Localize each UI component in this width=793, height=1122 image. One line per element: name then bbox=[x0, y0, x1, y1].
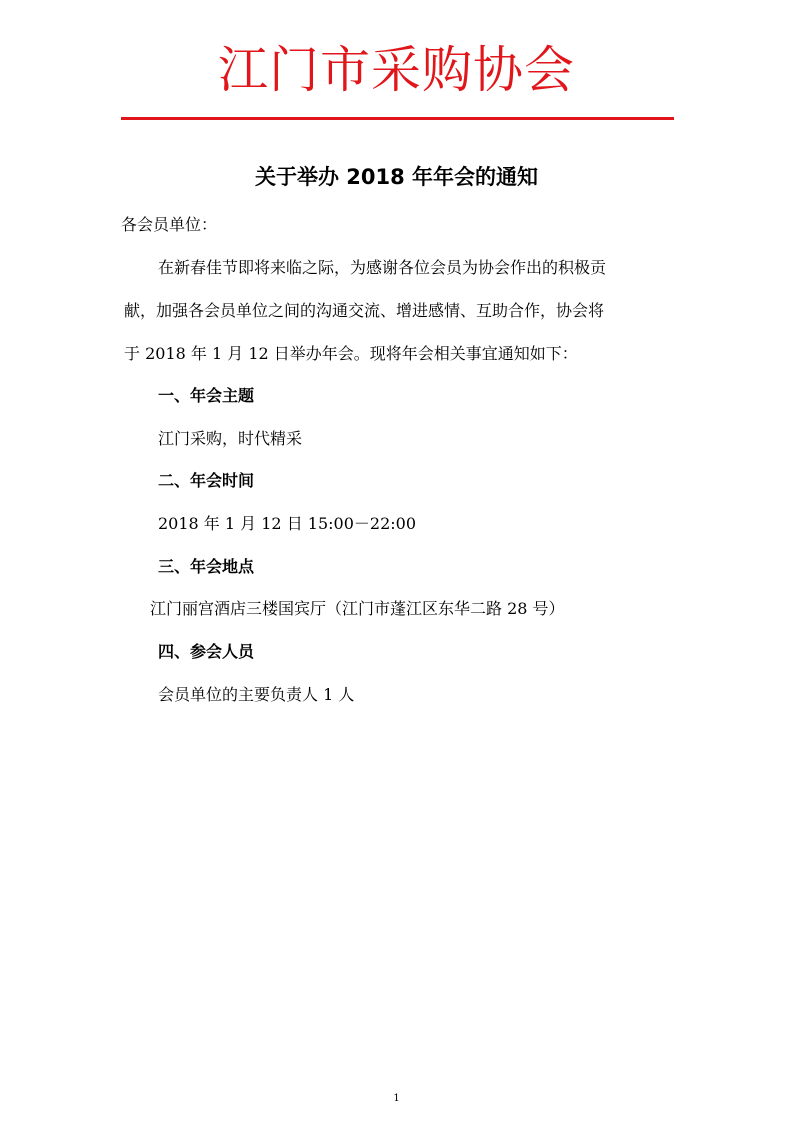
intro-line-2: 献，加强各会员单位之间的沟通交流、增进感情、互助合作，协会将 bbox=[124, 301, 605, 320]
intro-line-3: 于 2018 年 1 月 12 日举办年会。现将年会相关事宜通知如下： bbox=[124, 344, 578, 363]
salutation: 各会员单位： bbox=[121, 215, 218, 234]
section-content-location: 江门丽宫酒店三楼国宾厅（江门市蓬江区东华二路 28 号） bbox=[150, 599, 565, 618]
section-heading-time: 二、年会时间 bbox=[158, 471, 255, 490]
section-content-attendees: 会员单位的主要负责人 1 人 bbox=[158, 685, 355, 704]
section-content-theme: 江门采购，时代精采 bbox=[158, 429, 303, 448]
header-divider bbox=[121, 117, 674, 120]
section-heading-theme: 一、年会主题 bbox=[158, 386, 255, 405]
section-content-time: 2018 年 1 月 12 日 15:00－22:00 bbox=[158, 514, 416, 533]
section-heading-attendees: 四、参会人员 bbox=[158, 642, 255, 661]
notice-title: 关于举办 2018 年年会的通知 bbox=[254, 165, 539, 189]
intro-line-1: 在新春佳节即将来临之际，为感谢各位会员为协会作出的积极贡 bbox=[158, 258, 607, 277]
page-number: 1 bbox=[393, 1093, 400, 1104]
organization-header: 江门市采购协会 bbox=[218, 41, 575, 99]
section-heading-location: 三、年会地点 bbox=[158, 557, 255, 576]
